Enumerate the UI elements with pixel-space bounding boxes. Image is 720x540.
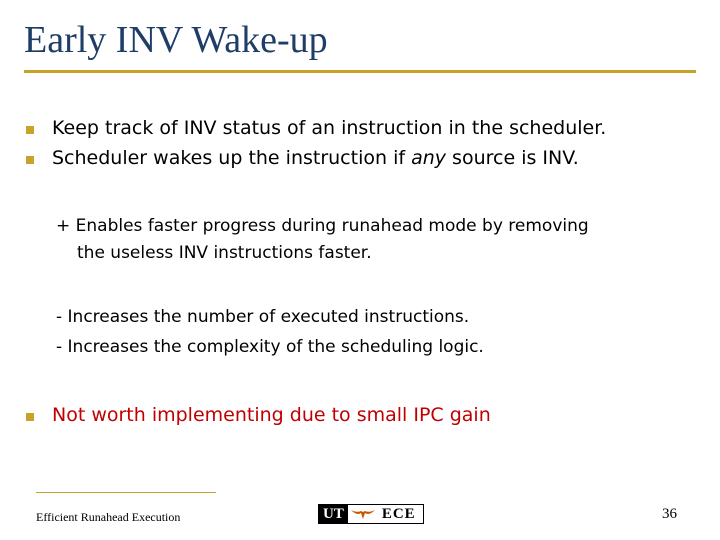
logo-right-text: ECE — [381, 505, 416, 522]
footer-divider — [36, 492, 216, 493]
logo-left-text: UT — [319, 505, 348, 523]
bullet-text-2 — [52, 147, 579, 169]
con-line-1: - Increases the number of executed instructions. — [56, 307, 470, 327]
footer-title: Efficient Runahead Execution — [36, 510, 181, 524]
conclusion-text: Not worth implementing due to small IPC gain — [52, 404, 491, 426]
page-number: 36 — [662, 506, 677, 522]
longhorn-icon — [348, 505, 378, 523]
bullet-text-1: Keep track of INV status of an instruction in the scheduler. — [52, 117, 607, 139]
title-divider — [24, 70, 696, 73]
bullet-text-2-before: Scheduler wakes up the instruction if — [52, 147, 412, 169]
bullet-marker — [26, 413, 34, 421]
bullet-marker — [26, 126, 34, 134]
ut-ece-logo — [318, 504, 424, 524]
pro-line-2: the useless INV instructions faster. — [77, 243, 372, 263]
con-line-2: - Increases the complexity of the scheduling logic. — [56, 337, 484, 357]
pro-line-1: + Enables faster progress during runahead mode by removing — [56, 216, 589, 236]
bullet-text-2-emphasis: any — [411, 147, 447, 169]
bullet-marker — [26, 156, 34, 164]
bullet-text-2-after: source is INV. — [446, 147, 579, 169]
slide-title: Early INV Wake-up — [24, 19, 328, 61]
